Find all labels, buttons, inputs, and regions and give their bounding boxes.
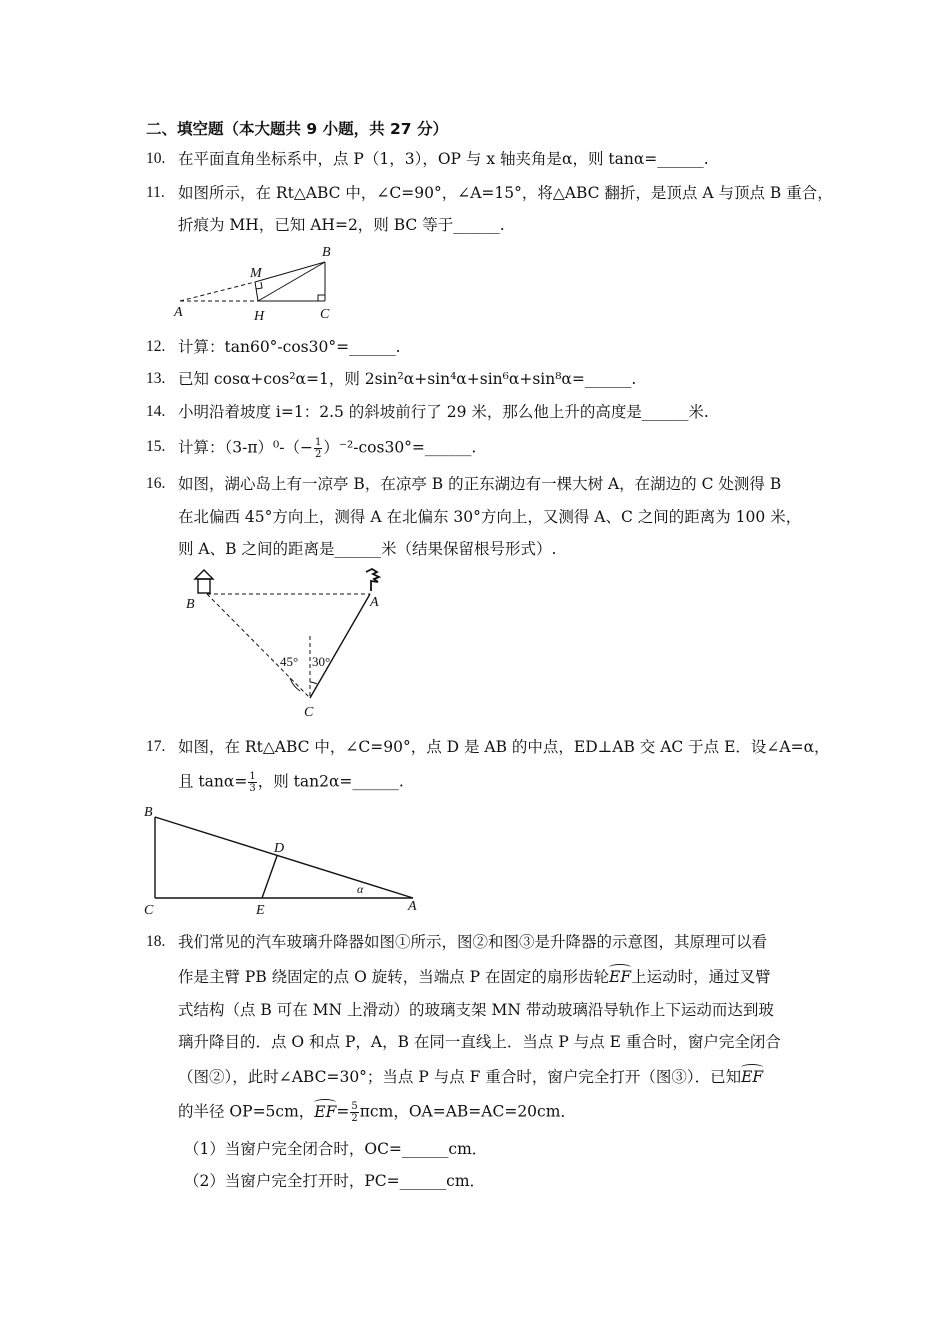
question-number: 17. [146,738,166,755]
label-M: M [250,266,262,281]
question-18-line6c: πcm，OA=AB=AC=20cm． [359,1102,576,1121]
question-12-text: 计算：tan60°-cos30°=______. [178,338,401,356]
label-D: D [274,841,285,856]
label-B: B [186,597,195,612]
figure-17-triangle [138,800,438,920]
question-number: 16. [146,475,166,492]
question-16-line2: 在北偏西 45°方向上，测得 A 在北偏东 30°方向上，又测得 A、C 之间的距离为 100 米， [178,508,802,526]
question-11-line1: 如图所示，在 Rt△ABC 中，∠C=90°，∠A=15°，将△ABC 翻折，是顶点 A 与顶点 B 重合， [178,184,833,202]
question-17-prefix: 且 tanα= [178,772,248,791]
question-15-prefix: 计算：（3-π）⁰-（− [178,438,313,457]
question-16-line3: 则 A、B 之间的距离是______米（结果保留根号形式）. [178,540,557,558]
question-18-line6 [178,1101,576,1124]
question-16-line1: 如图，湖心岛上有一凉亭 B，在凉亭 B 的正东湖边有一棵大树 A，在湖边的 C 处测得 B [178,475,782,493]
question-17-line1: 如图，在 Rt△ABC 中，∠C=90°，点 D 是 AB 的中点，ED⊥AB 交 AC 于点 E．设∠A=α， [178,738,830,756]
fraction-numerator: 1 [314,437,322,448]
fraction [350,1101,358,1124]
question-18-line2b: 上运动时，通过叉臂 [631,968,771,986]
label-C: C [304,705,314,720]
question-15-suffix: ）⁻²-cos30°=______. [323,438,477,457]
fraction [248,771,256,794]
arc-EF: EF [741,1068,764,1086]
section-title: 二、填空题（本大题共 9 小题，共 27 分） [146,120,448,138]
question-13-text: 已知 cosα+cos²α=1，则 2sin²α+sin⁴α+sin⁶α+sin⁸α=______. [178,370,637,388]
question-number: 10. [146,150,166,167]
question-10-text: 在平面直角坐标系中，点 P（1，3），OP 与 x 轴夹角是α，则 tanα=______. [178,150,709,168]
fraction-numerator: 5 [351,1101,358,1112]
equals-sign: = [336,1102,350,1121]
question-18-line3: 式结构（点 B 可在 MN 上滑动）的玻璃支架 MN 带动玻璃沿导轨作上下运动而达到玻 [178,1001,774,1019]
question-17-suffix: ，则 tan2α=______. [257,772,404,791]
question-18-line5a: （图②），此时∠ABC=30°；当点 P 与点 F 重合时，窗户完全打开（图③）．已知 [178,1068,742,1086]
fraction [314,437,322,460]
angle-30: 30° [312,654,331,669]
question-18-line6a: 的半径 OP=5cm， [178,1102,315,1121]
question-number: 18. [146,933,166,950]
figure-16-lake [170,566,400,726]
label-A: A [174,305,183,320]
label-alpha: α [357,882,364,896]
question-18-line2a: 作是主臂 PB 绕固定的点 O 旋转，当端点 P 在固定的扇形齿轮 [178,968,610,986]
label-A: A [370,595,379,610]
question-18-line5 [178,1067,763,1087]
question-15-text [178,437,476,460]
question-18-line2 [178,967,771,987]
question-number: 14. [146,403,166,420]
question-number: 15. [146,438,166,455]
angle-45: 45° [280,654,299,669]
label-C: C [144,903,154,918]
figure-11-triangle [170,240,350,325]
label-H: H [254,309,265,324]
question-18-line4: 璃升降目的．点 O 和点 P，A，B 在同一直线上．当点 P 与点 E 重合时，窗户完全闭合 [178,1033,781,1051]
question-17-line2 [178,771,404,794]
tree-icon [366,569,379,591]
question-14-text: 小明沿着坡度 i=1：2.5 的斜坡前行了 29 米，那么他上升的高度是______米. [178,403,709,421]
question-number: 13. [146,370,166,387]
question-18-sub1: （1）当窗户完全闭合时，OC=______cm． [184,1140,488,1158]
fraction-numerator: 1 [249,771,256,782]
label-E: E [256,903,265,918]
fraction-denominator: 2 [314,449,322,460]
question-number: 11. [146,184,165,201]
arc-EF: EF [609,968,632,986]
fraction-denominator: 3 [249,783,256,794]
label-B: B [144,805,153,820]
question-number: 12. [146,338,166,355]
question-18-line1: 我们常见的汽车玻璃升降器如图①所示，图②和图③是升降器的示意图，其原理可以看 [178,933,768,951]
pavilion-icon [195,570,213,593]
label-A: A [408,899,417,914]
question-18-sub2: （2）当窗户完全打开时，PC=______cm． [184,1172,486,1190]
label-C: C [320,307,330,322]
label-B: B [322,245,331,260]
arc-EF: EF [314,1102,337,1121]
question-11-line2: 折痕为 MH，已知 AH=2，则 BC 等于______. [178,216,505,234]
fraction-denominator: 2 [351,1113,358,1124]
